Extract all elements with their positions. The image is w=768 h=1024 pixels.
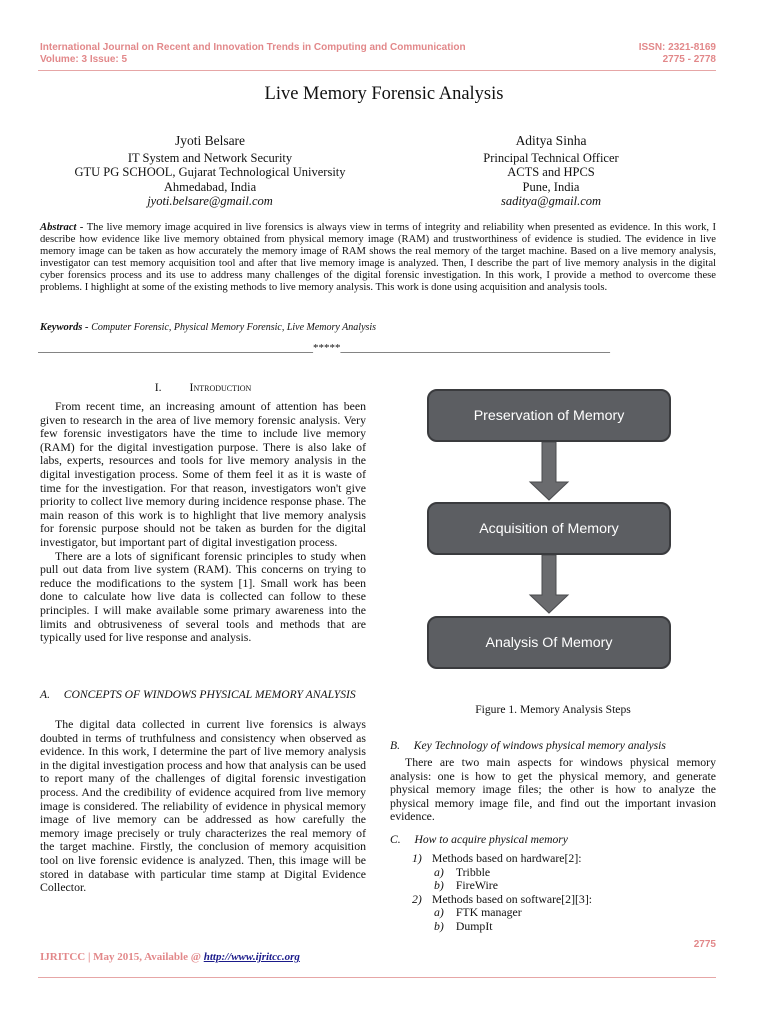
journal-name: International Journal on Recent and Innovation Trends in Computing and Communication bbox=[40, 42, 466, 53]
subsection-a-label: A. bbox=[40, 688, 50, 701]
flow-box-acquisition-label: Acquisition of Memory bbox=[479, 520, 619, 537]
footer-label: IJRITCC | May 2015, Available @ bbox=[40, 951, 204, 963]
key-technology-paragraph: There are two main aspects for windows physical memory analysis: one is how to get the physical memory, and generate physical memory image files; the other is how to analyze the physical memory image file, and find out the important invasion evidence. bbox=[390, 755, 716, 824]
paper-title: Live Memory Forensic Analysis bbox=[264, 84, 504, 104]
list-item-text: Methods based on software[2][3]: bbox=[431, 891, 593, 906]
author-2 bbox=[438, 134, 664, 209]
list-item bbox=[412, 879, 712, 893]
list-letter: b) bbox=[434, 918, 444, 933]
author-2-email: saditya@gmail.com bbox=[500, 194, 602, 208]
list-item bbox=[412, 906, 712, 920]
list-item-text: FTK manager bbox=[455, 905, 522, 920]
arrow-down-icon bbox=[527, 555, 571, 615]
intro-paragraph-1: From recent time, an increasing amount of attention has been given to research in the area of live memory forensic analysis. Very few forensic investigators have the time to include live memory (RAM) for the digital investigation purpose. There is also lake of labs, experts, resources and tools for live memory analysis in the digital investigation process. Some of them feel it as it is waste of time for the investigation. For that reason, investigators won't give priority to collect live memory during incidence response phase. The main reason of this work is to highlight that live memory analysis for forensic purpose should not be taken as burden for the digital investigator, but important part of digital investigation process. bbox=[40, 399, 366, 549]
journal-link[interactable]: http://www.ijritcc.org bbox=[203, 951, 300, 963]
keywords bbox=[40, 322, 376, 333]
author-2-role: Principal Technical Officer bbox=[483, 150, 619, 165]
subsection-b-title: Key Technology of windows physical memory analysis bbox=[413, 739, 666, 752]
list-item-text: FireWire bbox=[455, 878, 498, 893]
list-item bbox=[412, 920, 712, 934]
section-title: Introduction bbox=[189, 380, 252, 394]
author-2-name: Aditya Sinha bbox=[515, 133, 587, 148]
methods-list bbox=[412, 852, 712, 934]
list-item bbox=[412, 893, 712, 907]
subsection-a-heading bbox=[40, 688, 366, 701]
issn: ISSN: 2321-8169 bbox=[638, 42, 716, 53]
author-1-name: Jyoti Belsare bbox=[174, 133, 246, 148]
figure-caption: Figure 1. Memory Analysis Steps bbox=[475, 703, 631, 716]
list-letter: a) bbox=[434, 905, 444, 920]
section-number: I. bbox=[154, 380, 162, 394]
list-letter: a) bbox=[434, 864, 444, 879]
list-item-text: Tribble bbox=[455, 864, 491, 879]
author-1-email: jyoti.belsare@gmail.com bbox=[147, 194, 273, 208]
subsection-a-text bbox=[40, 718, 366, 895]
keywords-text: Computer Forensic, Physical Memory Forensic, Live Memory Analysis bbox=[91, 322, 377, 333]
author-1-city: Ahmedabad, India bbox=[163, 179, 257, 194]
list-item-text: Methods based on hardware[2]: bbox=[431, 851, 582, 865]
section-heading-introduction bbox=[40, 380, 366, 395]
author-2-inst: ACTS and HPCS bbox=[507, 165, 595, 179]
footer-rule bbox=[38, 977, 716, 978]
author-2-city: Pune, India bbox=[522, 179, 580, 194]
flow-box-analysis-label: Analysis Of Memory bbox=[485, 634, 613, 651]
list-letter: b) bbox=[434, 878, 444, 893]
list-item bbox=[412, 866, 712, 880]
abstract-label: Abstract - bbox=[40, 222, 84, 233]
subsection-b-text bbox=[390, 756, 716, 824]
author-1-dept: IT System and Network Security bbox=[127, 150, 293, 165]
flow-box-analysis bbox=[427, 616, 671, 669]
page-number: 2775 bbox=[693, 939, 716, 950]
flow-box-preservation-label: Preservation of Memory bbox=[473, 407, 625, 424]
intro-paragraph-2: There are a lots of significant forensic principles to study when pull out data from live system (RAM). This concerns on trying to reduce the modifications to the system [1]. Small work has been done to calculate how live data is collected can follow to these principles. I will make available some primary awareness into the limits and obtrusiveness of several tools and methods that are typically used for live response and analysis. bbox=[40, 548, 366, 645]
page-range: 2775 - 2778 bbox=[662, 54, 716, 65]
list-number: 2) bbox=[412, 891, 422, 906]
volume-issue: Volume: 3 Issue: 5 bbox=[40, 54, 128, 65]
arrow-down-icon bbox=[527, 442, 571, 502]
author-1 bbox=[40, 134, 380, 209]
flow-box-preservation bbox=[427, 389, 671, 442]
flow-box-acquisition bbox=[427, 502, 671, 555]
list-item bbox=[412, 852, 712, 866]
header-rule bbox=[38, 70, 716, 71]
author-1-inst: GTU PG SCHOOL, Gujarat Technological University bbox=[74, 165, 346, 179]
list-number: 1) bbox=[412, 851, 422, 865]
subsection-b-heading bbox=[390, 739, 716, 752]
subsection-c-heading bbox=[390, 833, 716, 846]
subsection-c-label: C. bbox=[390, 833, 401, 846]
list-item-text: DumpIt bbox=[455, 918, 493, 933]
keywords-label: Keywords - bbox=[40, 322, 89, 333]
subsection-c-title: How to acquire physical memory bbox=[414, 833, 568, 846]
footer-text bbox=[40, 951, 300, 963]
separator-line: __________________________________________________*****_________________________________________________ bbox=[38, 342, 610, 354]
subsection-b-label: B. bbox=[390, 739, 400, 752]
abstract-text: The live memory image acquired in live forensics is always view in terms of integrity and reliability when presented as evidence. In this work, I describe how evidence like live memory obtained from physical memory image (RAM) and trustworthiness of evidence is studied. The evidence in live memory image can be taken as how accurately the memory image of RAM shows the real memory of the target machine. Based on a live memory analysis, investigator can test memory acquisition tool and after that live memory image is analyzed. Then, I describe the part of live memory analysis in the digital cyber forensics process and its use to address many challenges of the digital forensic investigation. In this work, I provide a method to overcome these problems. I highlight at some of the existing methods to live memory analysis. This work is done using acquisition and analysis tools. bbox=[40, 222, 716, 293]
concepts-paragraph: The digital data collected in current live forensics is always doubted in terms of truthfulness and consistency when observed as evidence. In this work, I determine the part of live memory analysis in the digital investigation process and how that analysis can be used to report many of the challenges of digital forensic investigation process. And the credibility of evidence acquired from live memory image is considered. The reliability of evidence in physical memory image of live memory can be addressed as how carefully the memory image precisely or truly characterizes the real memory of the target machine. Firstly, the conclusion of memory acquisition tool on live forensic evidence is analyzed. Then, this image will be stored in database with particular time stamp at Digital Evidence Collector. bbox=[40, 717, 366, 895]
left-column-text bbox=[40, 400, 366, 645]
subsection-a-title: CONCEPTS OF WINDOWS PHYSICAL MEMORY ANALYSIS bbox=[63, 688, 356, 701]
abstract bbox=[40, 222, 716, 294]
